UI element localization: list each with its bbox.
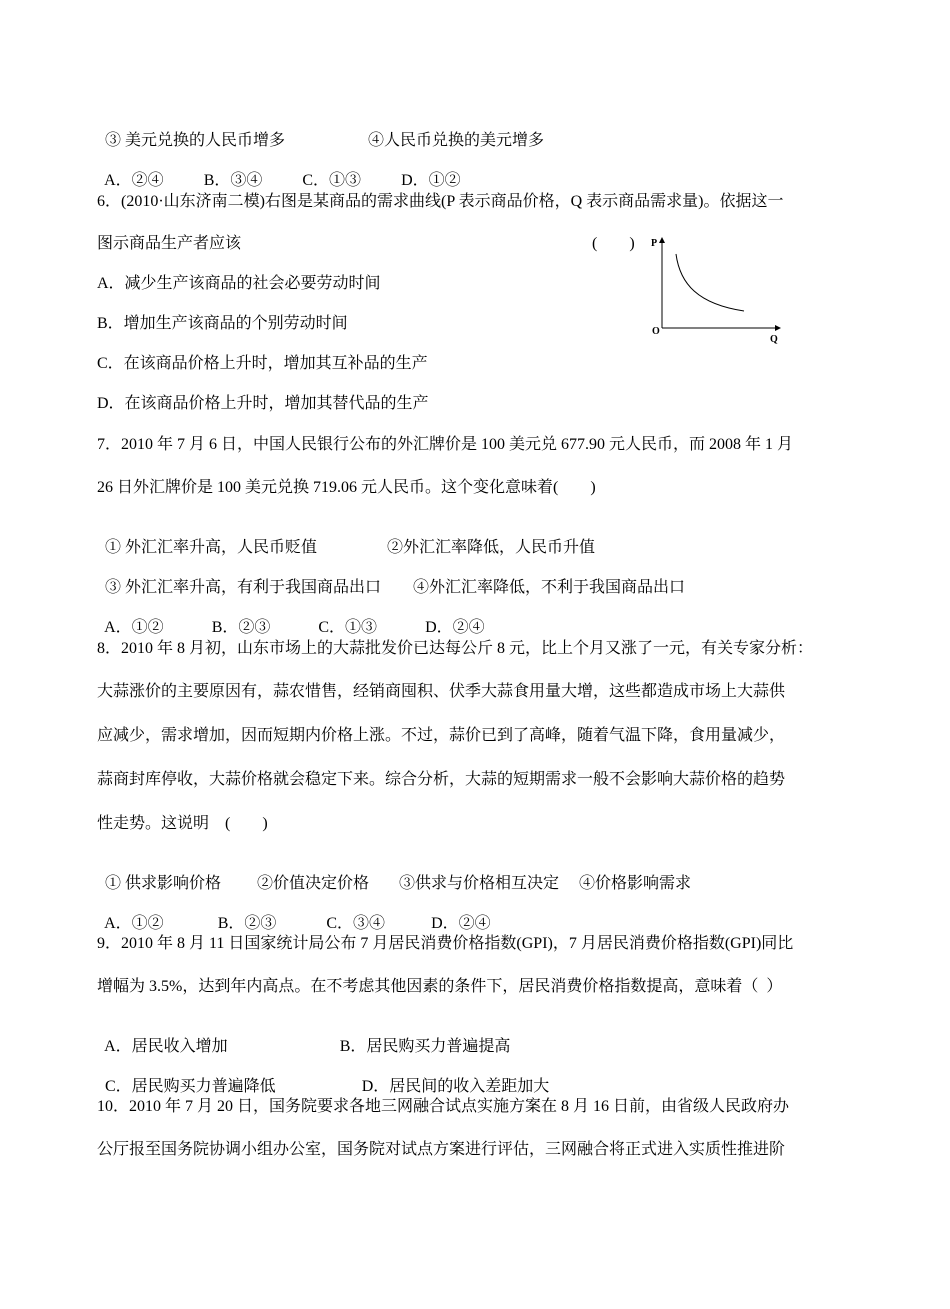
q9-option-d: D．居民间的收入差距加大 (361, 1078, 550, 1095)
q8-item-2: ②价值决定价格 (257, 875, 370, 892)
q10-stem-line1: 10．2010 年 7 月 20 日，国务院要求各地三网融合试点实施方案在 8 月 16 日前，由省级人民政府办 (97, 1098, 790, 1115)
origin-label: O (652, 326, 660, 337)
q7-stem-line2: 26 日外汇牌价是 100 美元兑换 719.06 元人民币。这个变化意味着( ) (97, 479, 596, 496)
q7-item-3: ③ 外汇汇率升高，有利于我国商品出口 (105, 579, 382, 596)
q7-items-row2 (97, 558, 685, 598)
q7-answer-b: B．②③ (211, 619, 271, 636)
q5-option-4: ④人民币兑换的美元增多 (368, 132, 545, 149)
q6-option-a: A．减少生产该商品的社会必要劳动时间 (97, 275, 381, 292)
q9-option-a: A．居民收入增加 (104, 1038, 228, 1055)
q5-answer-b: B．③④ (203, 172, 263, 189)
q9-option-c: C．居民购买力普遍降低 (105, 1078, 276, 1095)
q5-options-row (97, 111, 544, 151)
q8-stem-line4: 蒜商封库停收，大蒜价格就会稳定下来。综合分析，大蒜的短期需求一般不会影响大蒜价格的趋势 (97, 771, 786, 788)
q9-stem-line2: 增幅为 3.5%，达到年内高点。在不考虑其他因素的条件下，居民消费价格指数提高，意味着（ ） (97, 978, 783, 995)
q9-options-row1 (97, 1017, 510, 1057)
q5-option-3: ③ 美元兑换的人民币增多 (105, 132, 286, 149)
q8-answer-b: B．②③ (217, 915, 277, 932)
q8-stem-line2: 大蒜涨价的主要原因有，蒜农惜售，经销商囤积、伏季大蒜食用量大增，这些都造成市场上大蒜供 (97, 683, 786, 700)
q7-stem-line1: 7．2010 年 7 月 6 日，中国人民银行公布的外汇牌价是 100 美元兑 677.90 元人民币，而 2008 年 1 月 (97, 436, 794, 453)
q7-items-row1 (97, 518, 595, 558)
q8-answer-c: C．③④ (326, 915, 386, 932)
q7-item-2: ②外汇汇率降低，人民币升值 (387, 539, 596, 556)
q8-item-3: ③供求与价格相互决定 (399, 875, 560, 892)
q7-answer-c: C．①③ (318, 619, 378, 636)
q8-item-4: ④价格影响需求 (579, 875, 692, 892)
q7-item-1: ① 外汇汇率升高，人民币贬值 (105, 539, 318, 556)
y-axis-label: P (651, 238, 658, 249)
q6-answer-paren: ( ) (592, 235, 635, 252)
x-axis-label: Q (770, 334, 778, 344)
q7-answer-a: A．①② (104, 619, 164, 636)
q9-options-row2 (97, 1057, 549, 1097)
q8-stem-line5: 性走势。这说明 ( ) (97, 815, 268, 832)
q8-item-1: ① 供求影响价格 (105, 875, 222, 892)
q7-item-4: ④外汇汇率降低，不利于我国商品出口 (413, 579, 686, 596)
demand-curve-figure (646, 232, 786, 344)
demand-curve (676, 254, 744, 311)
q8-stem-line1: 8．2010 年 8 月初，山东市场上的大蒜批发价已达每公斤 8 元，比上个月又涨了一元，有关专家分析： (97, 640, 814, 657)
q5-answer-c: C．①③ (302, 172, 362, 189)
q8-items-row (97, 854, 691, 894)
q9-stem-line1: 9．2010 年 8 月 11 日国家统计局公布 7 月居民消费价格指数(GPI)，7 月居民消费价格指数(GPI)同比 (97, 935, 794, 952)
q6-option-b: B．增加生产该商品的个别劳动时间 (97, 315, 348, 332)
q8-answer-a: A．①② (104, 915, 164, 932)
q7-answer-d: D．②④ (425, 619, 485, 636)
q8-answer-d: D．②④ (431, 915, 491, 932)
q5-answer-d: D．①② (401, 172, 461, 189)
q6-option-c: C．在该商品价格上升时，增加其互补品的生产 (97, 355, 428, 372)
q6-stem-line2: 图示商品生产者应该 (97, 235, 242, 252)
q6-option-d: D．在该商品价格上升时，增加其替代品的生产 (97, 395, 429, 412)
q7-answers-row (97, 598, 485, 638)
q8-stem-line3: 应减少，需求增加，因而短期内价格上涨。不过，蒜价已到了高峰，随着气温下降，食用量减少， (97, 727, 786, 744)
q10-stem-line2: 公厅报至国务院协调小组办公室，国务院对试点方案进行评估，三网融合将正式进入实质性推进阶 (97, 1141, 786, 1158)
q5-answers-row (97, 151, 461, 191)
q5-answer-a: A．②④ (104, 172, 164, 189)
q6-stem-line1: 6．(2010·山东济南二模)右图是某商品的需求曲线(P 表示商品价格，Q 表示商品需求量)。依据这一 (97, 193, 784, 210)
q8-answers-row (97, 894, 491, 934)
q9-option-b: B．居民购买力普遍提高 (339, 1038, 511, 1055)
